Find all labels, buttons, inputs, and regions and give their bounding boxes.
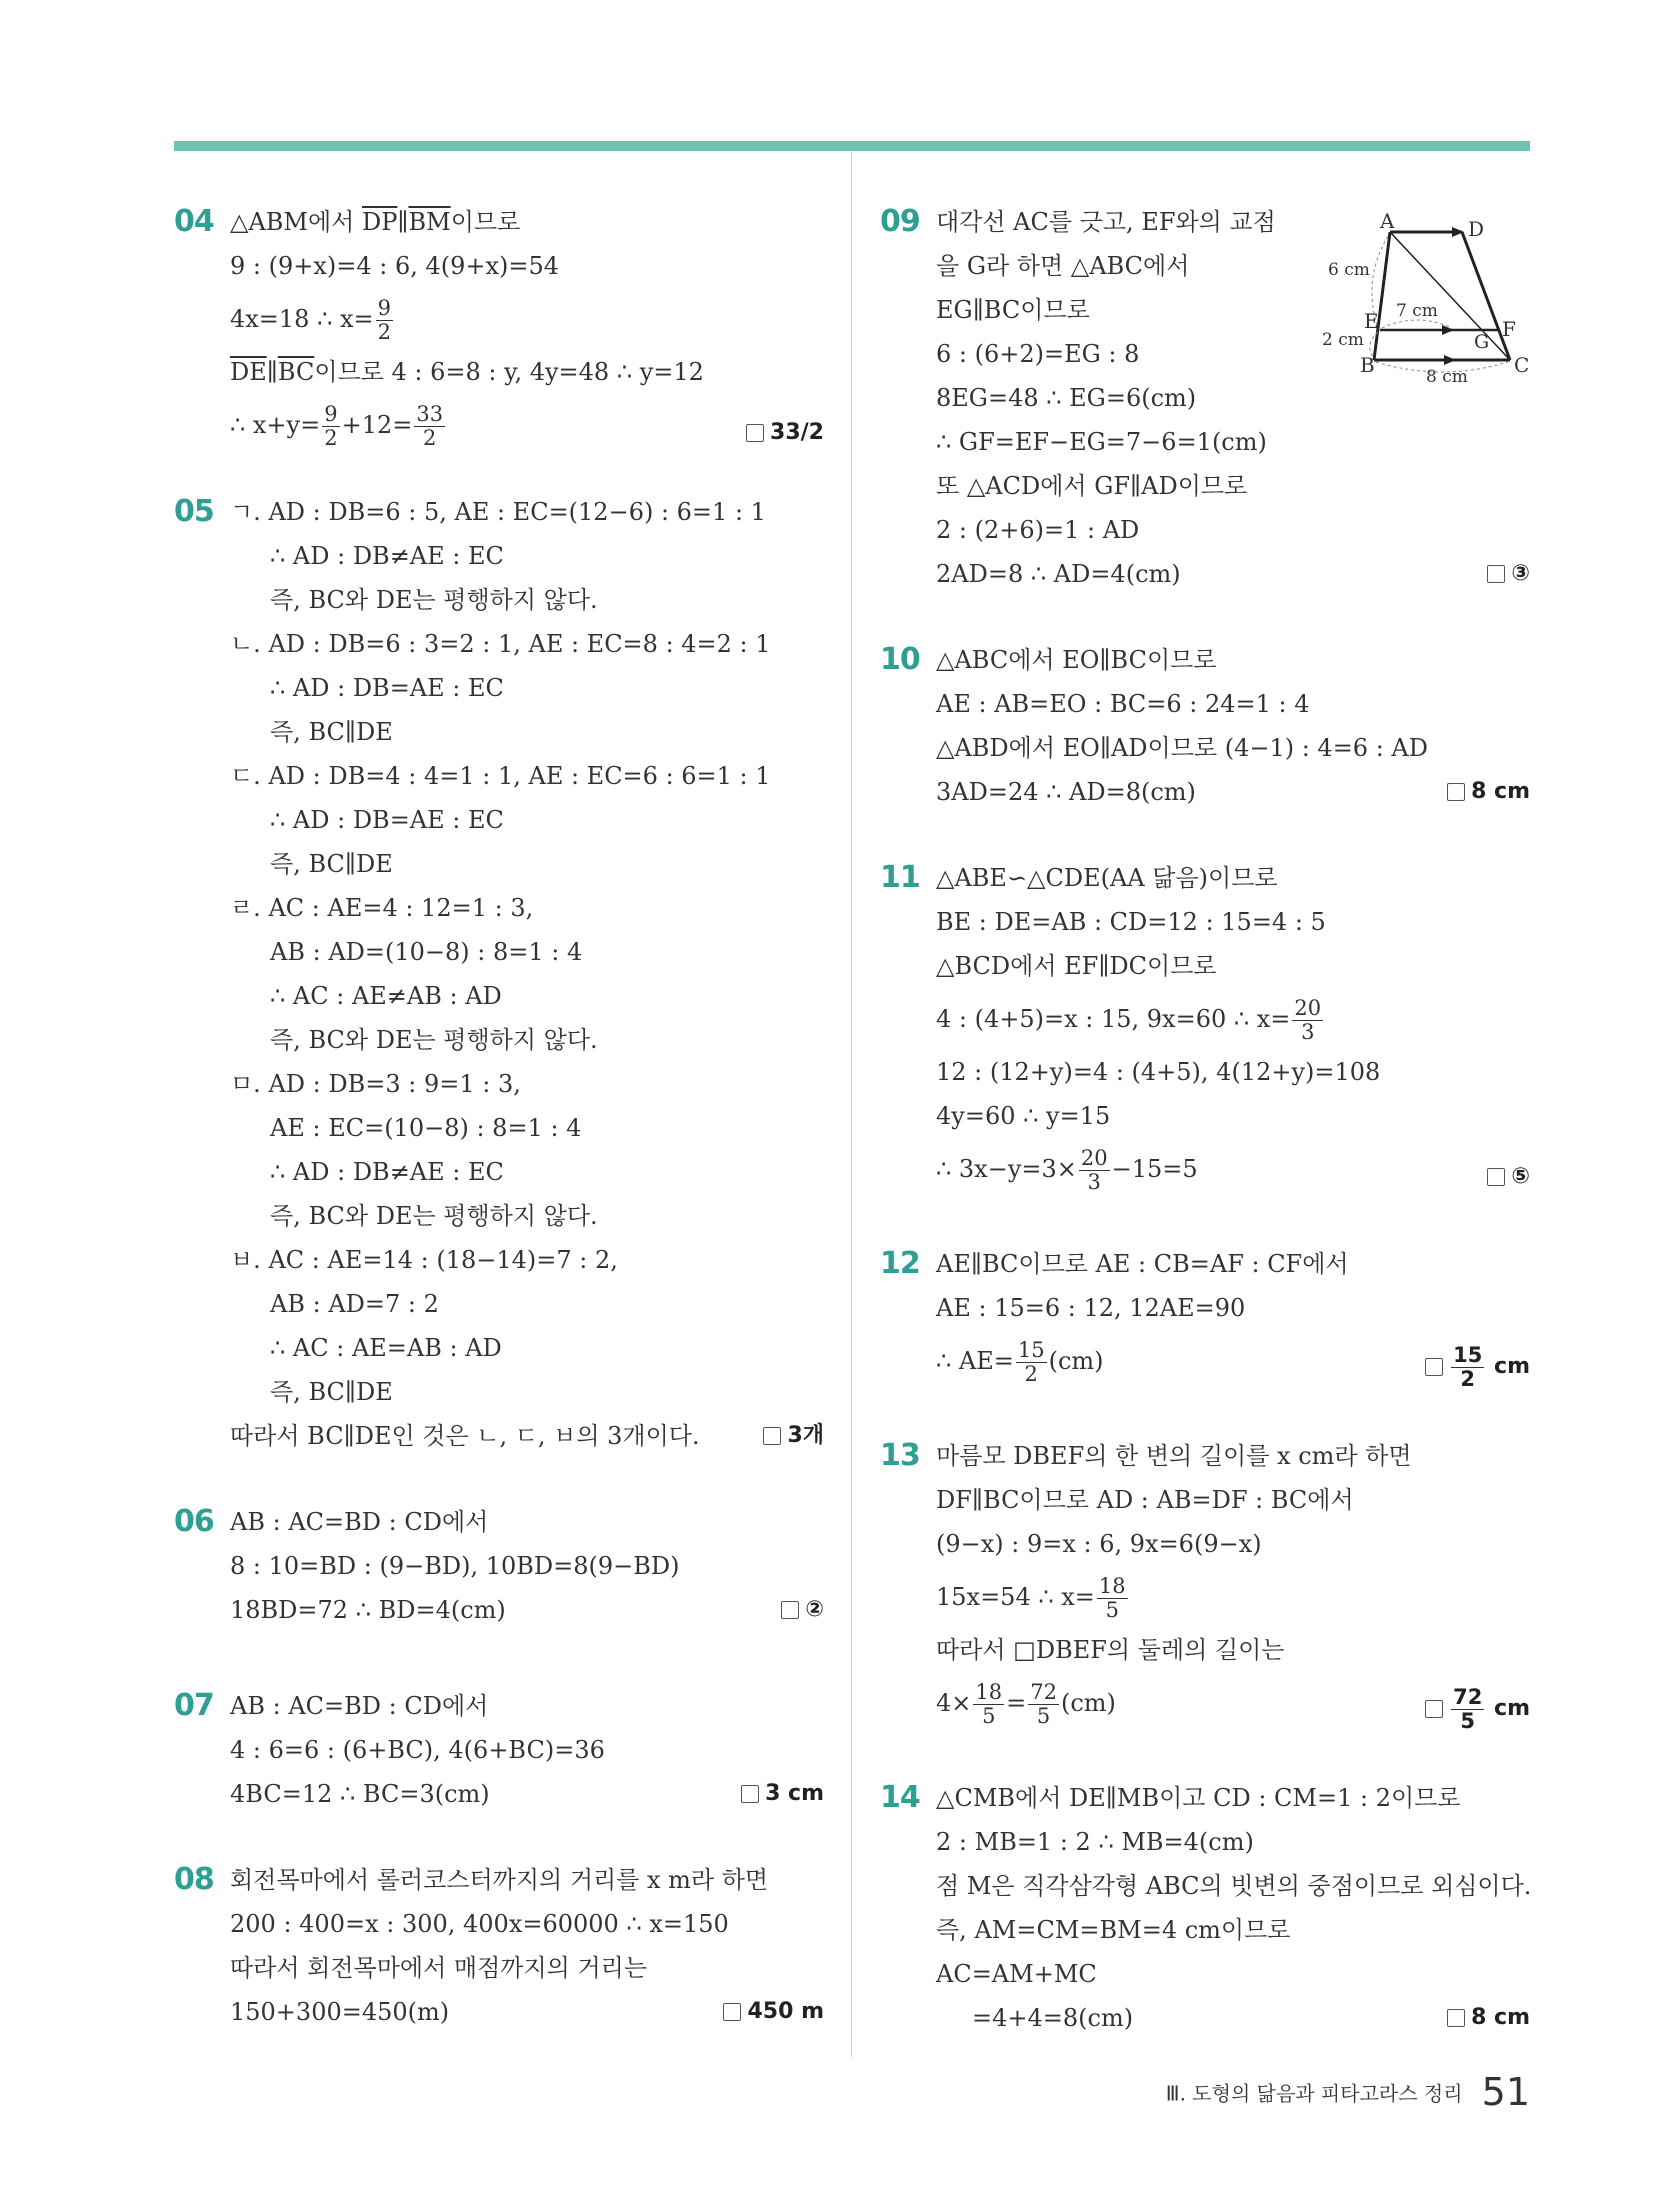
problem-14 [880, 1776, 1530, 2040]
problem-number: 07 [174, 1688, 214, 1723]
answer-value: 450 m [747, 1999, 824, 2024]
label-d: D [1468, 217, 1485, 241]
answer-value: 8 cm [1471, 2005, 1530, 2030]
solution-line: △BCD에서 EF∥DC이므로 [936, 952, 1217, 980]
problem-12 [880, 1242, 1530, 1392]
solution-line: AB : AD=7 : 2 [270, 1290, 439, 1318]
answer-icon [763, 1427, 781, 1445]
solution-line: 회전목마에서 롤러코스터까지의 거리를 x m라 하면 [230, 1866, 769, 1894]
solution-line: 200 : 400=x : 300, 400x=60000 ∴ x=150 [230, 1910, 729, 1938]
fraction: $\frac{18}{5}$ [975, 1680, 1003, 1728]
answer [746, 402, 824, 464]
answer [763, 1414, 824, 1458]
answer-icon [746, 424, 764, 442]
solution-line: 즉, BC∥DE [270, 850, 393, 878]
fraction: $\frac{20}{3}$ [1080, 1146, 1108, 1194]
fraction: $\frac{33}{2}$ [416, 402, 444, 450]
answer-unit: cm [1494, 1696, 1530, 1721]
solution-line: 4x=18 ∴ x= $\frac{9}{2}$ [230, 296, 391, 344]
label-bc-length: 8 cm [1426, 367, 1468, 385]
solution-line: $\overline{DE}\parallel\overline{BC}$이므로 4 : 6=8 : y, 4y=48 ∴ y=12 [230, 358, 704, 386]
solution-line: ∴ AD : DB=AE : EC [270, 806, 504, 834]
fraction: $\frac{9}{2}$ [324, 402, 338, 450]
answer [1487, 1146, 1530, 1208]
label-eb-length: 2 cm [1322, 330, 1364, 350]
answer-icon [723, 2003, 741, 2021]
answer-icon [1425, 1700, 1443, 1718]
solution-line: 2 : (2+6)=1 : AD [936, 516, 1140, 544]
solution-line: 18BD=72 ∴ BD=4(cm) ② [230, 1588, 824, 1632]
parallel-arrow-bc [1444, 355, 1456, 365]
solution-line: 즉, AM=CM=BM=4 cm이므로 [936, 1916, 1291, 1944]
solution-line: BE : DE=AB : CD=12 : 15=4 : 5 [936, 908, 1326, 936]
solution-line: △ABM에서 $\overline{DP}\parallel\overline{BM}$이므로 [230, 208, 521, 236]
answer [741, 1772, 824, 1816]
answer-value: 33/2 [770, 420, 824, 445]
answer [1447, 1996, 1530, 2040]
solution-line: ∴ AD : DB=AE : EC [270, 674, 504, 702]
solution-line: 8EG=48 ∴ EG=6(cm) [936, 384, 1197, 412]
solution-line: AE : AB=EO : BC=6 : 24=1 : 4 [936, 690, 1310, 718]
solution-line: AB : AD=(10−8) : 8=1 : 4 [270, 938, 583, 966]
answer [723, 1990, 824, 2034]
answer-fraction: $\frac{15}{2}$ [1453, 1342, 1483, 1391]
solution-line: △ABD에서 EO∥AD이므로 (4−1) : 4=6 : AD [936, 734, 1428, 762]
solution-line: 9 : (9+x)=4 : 6, 4(9+x)=54 [230, 252, 560, 280]
solution-line: 따라서 □DBEF의 둘레의 길이는 [936, 1636, 1285, 1664]
solution-line: 150+300=450(m) 450 m [230, 1990, 824, 2034]
answer-value: 3 cm [765, 1781, 824, 1806]
solution-line: ㅂ. AC : AE=14 : (18−14)=7 : 2, [230, 1246, 618, 1274]
solution-line: ∴ AC : AE≠AB : AD [270, 982, 502, 1010]
solution-line: AB : AC=BD : CD에서 [230, 1508, 489, 1536]
dim-ef [1382, 320, 1452, 328]
solution-line: 4× $\frac{18}{5}$ = $\frac{72}{5}$ (cm) $\frac{72}{5}$ cm [936, 1672, 1530, 1734]
label-ef-length: 7 cm [1396, 301, 1438, 321]
solution-line: 6 : (6+2)=EG : 8 [936, 340, 1140, 368]
solution-line: ∴ AD : DB≠AE : EC [270, 1158, 504, 1186]
label-g: G [1474, 331, 1490, 353]
solution-line: ∴ AD : DB≠AE : EC [270, 542, 504, 570]
problem-number: 13 [880, 1438, 920, 1473]
problem-13 [880, 1434, 1530, 1734]
answer-value: ② [805, 1597, 824, 1622]
solution-line: 4BC=12 ∴ BC=3(cm) 3 cm [230, 1772, 824, 1816]
solution-line: ㄷ. AD : DB=4 : 4=1 : 1, AE : EC=6 : 6=1 : 1 [230, 762, 771, 790]
label-e: E [1364, 309, 1379, 333]
header-rule [174, 141, 1530, 151]
solution-line: 또 △ACD에서 GF∥AD이므로 [936, 472, 1248, 500]
problem-number: 04 [174, 204, 214, 239]
label-a: A [1380, 210, 1395, 233]
problem-07 [174, 1684, 824, 1816]
solution-line: ㄹ. AC : AE=4 : 12=1 : 3, [230, 894, 534, 922]
fraction: $\frac{15}{2}$ [1017, 1338, 1045, 1386]
solution-line: ∴ x+y= $\frac{9}{2}$ +12= $\frac{33}{2}$ 33/2 [230, 394, 824, 456]
answer-value: ⑤ [1511, 1164, 1530, 1189]
solution-line: 4 : 6=6 : (6+BC), 4(6+BC)=36 [230, 1736, 605, 1764]
problem-number: 10 [880, 642, 920, 677]
column-divider [851, 152, 852, 2057]
page-footer [1166, 2070, 1530, 2114]
answer-icon [1487, 1168, 1505, 1186]
chapter-title: Ⅲ. 도형의 닮음과 피타고라스 정리 [1165, 2081, 1463, 2106]
label-c: C [1514, 353, 1530, 377]
solution-line: 즉, BC∥DE [270, 718, 393, 746]
answer [781, 1588, 824, 1632]
problem-08 [174, 1858, 824, 2034]
solution-line: △ABC에서 EO∥BC이므로 [936, 646, 1217, 674]
problem-number: 08 [174, 1862, 214, 1897]
solution-line: 4 : (4+5)=x : 15, 9x=60 ∴ x= $\frac{20}{3}$ [936, 996, 1322, 1044]
answer-icon [781, 1601, 799, 1619]
solution-line: ∴ AC : AE=AB : AD [270, 1334, 502, 1362]
problem-number: 11 [880, 860, 920, 895]
answer-icon [741, 1785, 759, 1803]
page-number: 51 [1481, 2070, 1530, 2114]
problem-number: 12 [880, 1246, 920, 1281]
fraction: $\frac{9}{2}$ [377, 296, 391, 344]
solution-line: 점 M은 직각삼각형 ABC의 빗변의 중점이므로 외심이다. [936, 1872, 1532, 1900]
solution-line: 대각선 AC를 긋고, EF와의 교점 [936, 208, 1276, 236]
fraction: $\frac{20}{3}$ [1294, 996, 1322, 1044]
solution-line: 2AD=8 ∴ AD=4(cm) ③ [936, 552, 1530, 596]
problem-04 [174, 200, 824, 456]
solution-line: 즉, BC와 DE는 평행하지 않다. [270, 1202, 598, 1230]
answer [1487, 552, 1530, 596]
solution-line: △CMB에서 DE∥MB이고 CD : CM=1 : 2이므로 [936, 1784, 1461, 1812]
problem-10 [880, 638, 1530, 814]
solution-line: ㄴ. AD : DB=6 : 3=2 : 1, AE : EC=8 : 4=2 : 1 [230, 630, 771, 658]
solution-line: EG∥BC이므로 [936, 296, 1090, 324]
label-f: F [1502, 317, 1516, 341]
solution-line: △ABE∽△CDE(AA 닮음)이므로 [936, 864, 1278, 892]
left-column [174, 200, 824, 2034]
segment-ab [1374, 232, 1390, 360]
trapezoid-figure [1322, 210, 1532, 385]
problem-number: 05 [174, 494, 214, 529]
problem-number: 06 [174, 1504, 214, 1539]
solution-line: ∴ AE= $\frac{15}{2}$ (cm) $\frac{15}{2}$ cm [936, 1330, 1530, 1392]
solution-line: ∴ GF=EF−EG=7−6=1(cm) [936, 428, 1267, 456]
solution-line: DF∥BC이므로 AD : AB=DF : BC에서 [936, 1486, 1354, 1514]
solution-line: ㄱ. AD : DB=6 : 5, AE : EC=(12−6) : 6=1 : 1 [230, 498, 766, 526]
answer-icon [1447, 783, 1465, 801]
solution-line: 즉, BC∥DE [270, 1378, 393, 1406]
answer [1425, 1678, 1530, 1740]
solution-line: 즉, BC와 DE는 평행하지 않다. [270, 1026, 598, 1054]
solution-line: AE : 15=6 : 12, 12AE=90 [936, 1294, 1246, 1322]
answer-icon [1425, 1358, 1443, 1376]
solution-line: AE∥BC이므로 AE : CB=AF : CF에서 [936, 1250, 1349, 1278]
problem-06 [174, 1500, 824, 1632]
solution-line: 마름모 DBEF의 한 변의 길이를 x cm라 하면 [936, 1442, 1412, 1470]
problem-11 [880, 856, 1530, 1200]
solution-line: 3AD=24 ∴ AD=8(cm) 8 cm [936, 770, 1530, 814]
solution-line: 따라서 회전목마에서 매점까지의 거리는 [230, 1954, 648, 1982]
answer [1447, 770, 1530, 814]
answer [1425, 1336, 1530, 1398]
solution-line: 15x=54 ∴ x= $\frac{18}{5}$ [936, 1574, 1126, 1622]
label-b: B [1360, 353, 1375, 377]
solution-line: ㅁ. AD : DB=3 : 9=1 : 3, [230, 1070, 521, 1098]
solution-line: 12 : (12+y)=4 : (4+5), 4(12+y)=108 [936, 1058, 1381, 1086]
solution-line: 8 : 10=BD : (9−BD), 10BD=8(9−BD) [230, 1552, 680, 1580]
label-ae-length: 6 cm [1328, 260, 1370, 280]
fraction: $\frac{72}{5}$ [1030, 1680, 1057, 1728]
solution-line: AE : EC=(10−8) : 8=1 : 4 [270, 1114, 582, 1142]
solution-line: 2 : MB=1 : 2 ∴ MB=4(cm) [936, 1828, 1254, 1856]
answer-value: 8 cm [1471, 779, 1530, 804]
solution-line: 따라서 BC∥DE인 것은 ㄴ, ㄷ, ㅂ의 3개이다. 3개 [230, 1414, 824, 1458]
solution-line: 4y=60 ∴ y=15 [936, 1102, 1111, 1130]
answer-unit: cm [1494, 1354, 1530, 1379]
problem-number: 09 [880, 204, 920, 239]
problem-05 [174, 490, 824, 1458]
diagonal-ac [1390, 232, 1510, 360]
answer-icon [1487, 565, 1505, 583]
right-column [880, 200, 1530, 2040]
solution-line: AC=AM+MC [936, 1960, 1097, 1988]
solution-line: ∴ 3x−y=3× $\frac{20}{3}$ −15=5 ⑤ [936, 1138, 1530, 1200]
answer-icon [1447, 2009, 1465, 2027]
solution-line: AB : AC=BD : CD에서 [230, 1692, 489, 1720]
solution-line: 을 G라 하면 △ABC에서 [936, 252, 1190, 280]
fraction: $\frac{18}{5}$ [1098, 1574, 1126, 1622]
solution-line: (9−x) : 9=x : 6, 9x=6(9−x) [936, 1530, 1262, 1558]
solution-line: =4+4=8(cm) 8 cm [936, 1996, 1530, 2040]
answer-value: ③ [1511, 561, 1530, 586]
problem-number: 14 [880, 1780, 920, 1815]
answer-fraction: $\frac{72}{5}$ [1453, 1684, 1483, 1733]
solution-line: 즉, BC와 DE는 평행하지 않다. [270, 586, 598, 614]
answer-value: 3개 [787, 1423, 824, 1448]
